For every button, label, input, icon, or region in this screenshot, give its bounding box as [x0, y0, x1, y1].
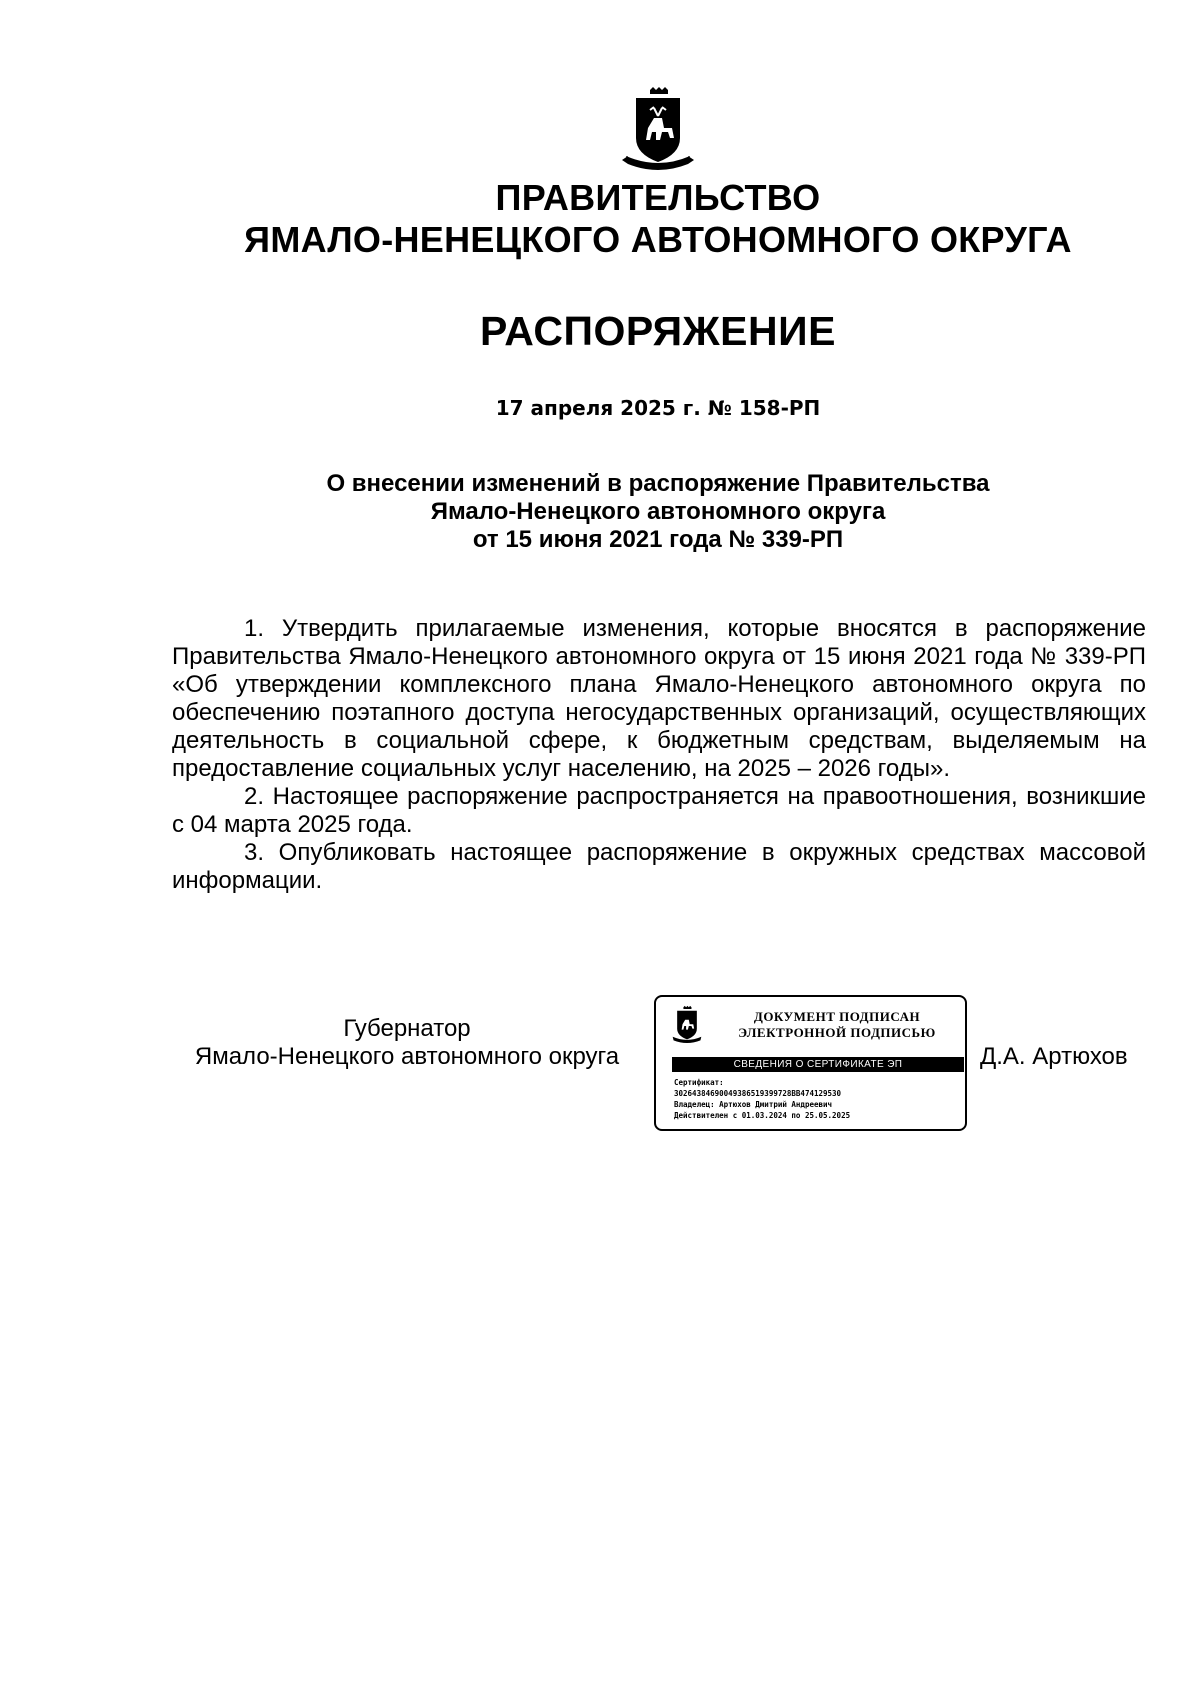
certificate-details	[674, 1077, 964, 1121]
stamp-heading-line2: ЭЛЕКТРОННОЙ ПОДПИСЬЮ	[738, 1025, 936, 1040]
certificate-label: Сертификат:	[674, 1078, 724, 1087]
coat-of-arms-icon	[620, 86, 696, 178]
government-name-line1: ПРАВИТЕЛЬСТВО	[495, 177, 821, 218]
stamp-heading	[712, 1009, 962, 1041]
body-paragraph-3: 3. Опубликовать настоящее распоряжение в окружных средствах массовой информации.	[172, 839, 1146, 894]
document-body	[172, 615, 1146, 895]
signer-name: Д.А. Артюхов	[980, 1043, 1128, 1070]
signer-title-line2: Ямало-Ненецкого автономного округа	[194, 1043, 620, 1070]
document-subject	[170, 470, 1146, 554]
body-paragraph-2: 2. Настоящее распоряжение распространяется на правоотношения, возникшие с 04 марта 2025 года.	[172, 783, 1146, 838]
date-and-number: 17 апреля 2025 г. № 158-РП	[495, 396, 821, 420]
certificate-number: 30264384690049386519399728BB4741295З0	[674, 1089, 842, 1098]
signer-title-line1: Губернатор	[343, 1015, 471, 1042]
certificate-info-bar: СВЕДЕНИЯ О СЕРТИФИКАТЕ ЭП	[672, 1057, 964, 1072]
certificate-validity: Действителен с 01.03.2024 по 25.05.2025	[674, 1111, 851, 1120]
certificate-owner: Владелец: Артюхов Дмитрий Андреевич	[674, 1100, 833, 1109]
signer-position	[172, 1015, 642, 1071]
body-paragraph-1: 1. Утвердить прилагаемые изменения, которые вносятся в распоряжение Правительства Ямало-Ненецкого автономного округа от 15 июня 2021 года № 339-РП «Об утверждении комплексного плана Ямало-Ненецкого автономного округа по обеспечению поэтапного доступа негосударственных организаций, осуществляющих деятельность в социальной сфере, к бюджетным средствам, выделяемым на предоставление социальных услуг населению, на 2025 – 2026 годы».	[172, 615, 1146, 782]
subject-line: О внесении изменений в распоряжение Правительства	[326, 470, 990, 497]
coat-of-arms-icon	[670, 1005, 704, 1047]
stamp-heading-line1: ДОКУМЕНТ ПОДПИСАН	[753, 1009, 921, 1024]
document-type-title: РАСПОРЯЖЕНИЕ	[480, 308, 836, 354]
electronic-signature-stamp	[654, 995, 967, 1131]
subject-line: Ямало-Ненецкого автономного округа	[430, 498, 886, 525]
subject-line: от 15 июня 2021 года № 339-РП	[472, 526, 844, 553]
government-name-line2: ЯМАЛО-НЕНЕЦКОГО АВТОНОМНОГО ОКРУГА	[244, 219, 1072, 260]
